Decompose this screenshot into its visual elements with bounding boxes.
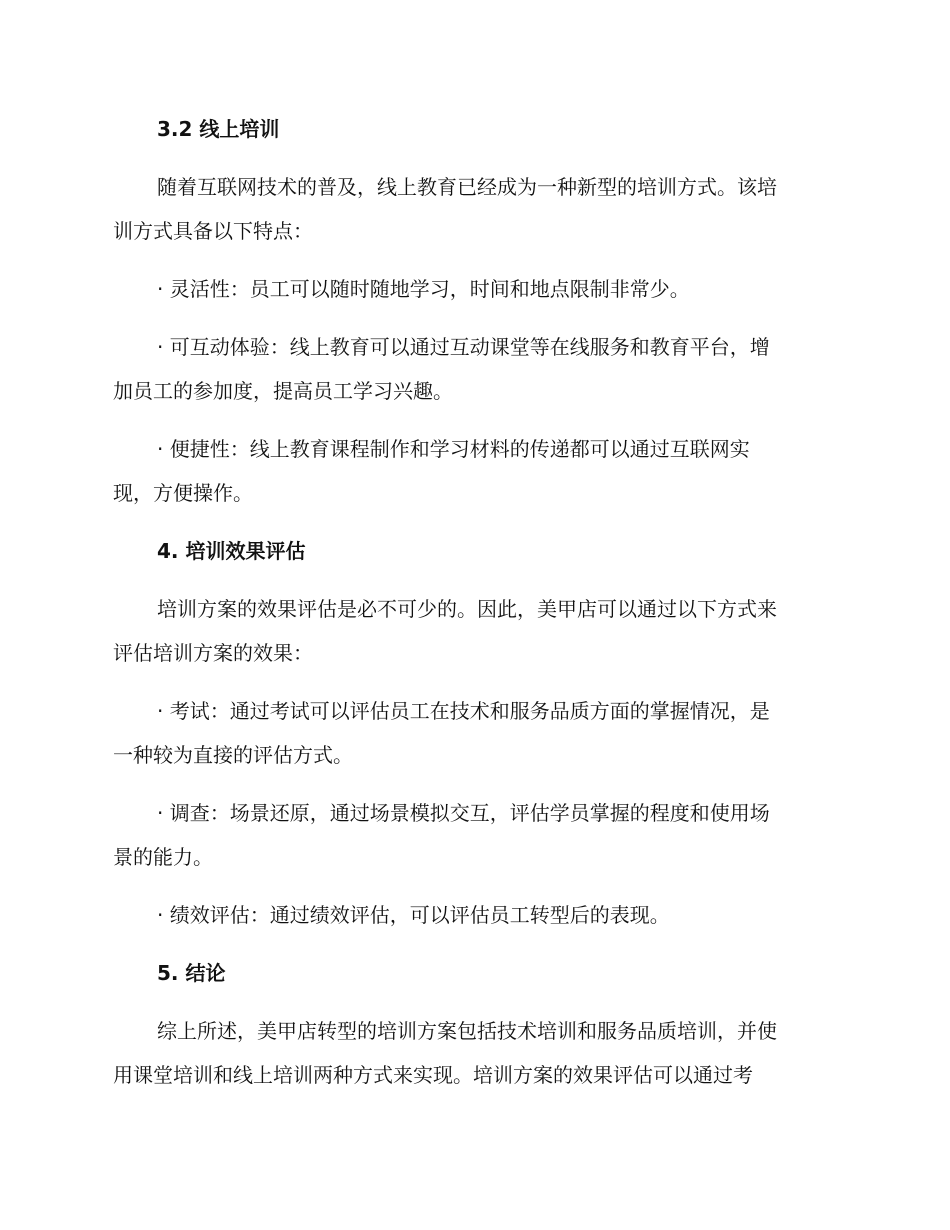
paragraph-line: 训方式具备以下特点： — [113, 219, 313, 243]
bullet-interactive: · 可互动体验：线上教育可以通过互动课堂等在线服务和教育平台，增 — [157, 335, 770, 359]
paragraph-line: 评估培训方案的效果： — [113, 641, 313, 665]
paragraph-line: 现，方便操作。 — [113, 481, 253, 505]
bullet-convenience: · 便捷性：线上教育课程制作和学习材料的传递都可以通过互联网实 — [157, 437, 750, 461]
paragraph-line: 随着互联网技术的普及，线上教育已经成为一种新型的培训方式。该培 — [157, 175, 777, 199]
paragraph-line: 加员工的参加度，提高员工学习兴趣。 — [113, 379, 453, 403]
bullet-exam: · 考试：通过考试可以评估员工在技术和服务品质方面的掌握情况，是 — [157, 699, 770, 723]
paragraph-line: 景的能力。 — [113, 845, 213, 869]
paragraph-line: 一种较为直接的评估方式。 — [113, 743, 353, 767]
section-heading-5: 5. 结论 — [157, 961, 226, 985]
section-heading-4: 4. 培训效果评估 — [157, 539, 306, 563]
bullet-survey: · 调查：场景还原，通过场景模拟交互，评估学员掌握的程度和使用场 — [157, 801, 770, 825]
bullet-flexibility: · 灵活性：员工可以随时随地学习，时间和地点限制非常少。 — [157, 277, 690, 301]
paragraph-line: 培训方案的效果评估是必不可少的。因此，美甲店可以通过以下方式来 — [157, 597, 777, 621]
paragraph-line: 用课堂培训和线上培训两种方式来实现。培训方案的效果评估可以通过考 — [113, 1063, 753, 1087]
section-heading-3-2: 3.2 线上培训 — [157, 117, 280, 141]
bullet-performance: · 绩效评估：通过绩效评估，可以评估员工转型后的表现。 — [157, 903, 670, 927]
paragraph-line: 综上所述，美甲店转型的培训方案包括技术培训和服务品质培训，并使 — [157, 1019, 777, 1043]
